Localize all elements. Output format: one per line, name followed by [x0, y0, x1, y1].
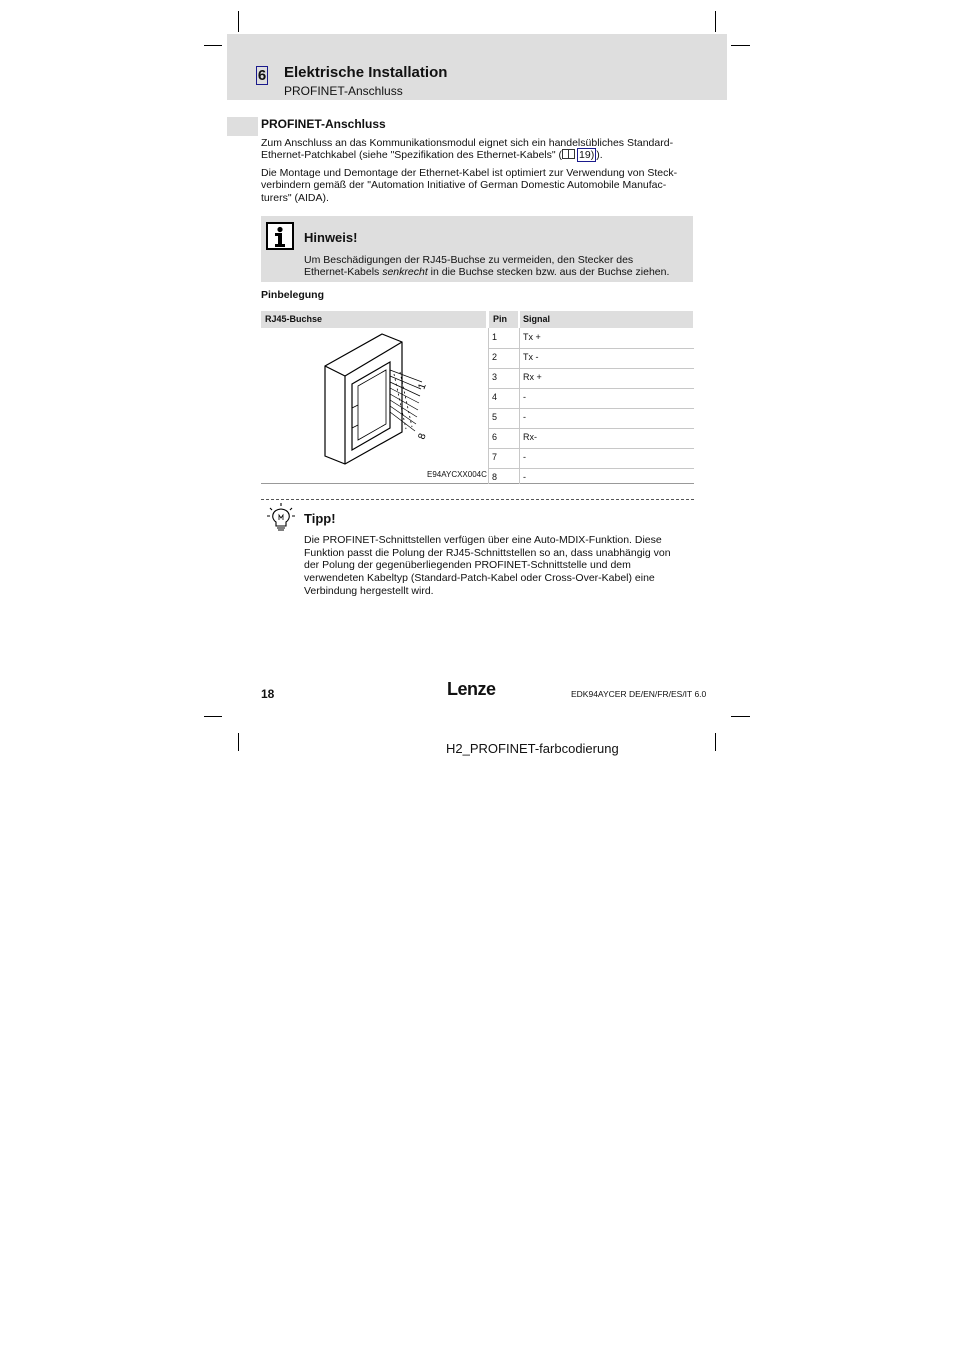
- table-column-divider: [488, 328, 489, 484]
- chapter-title: Elektrische Installation: [284, 64, 448, 81]
- pin-label-last: 8: [416, 432, 429, 442]
- row-divider: [488, 428, 694, 429]
- intro-paragraph: [261, 137, 695, 162]
- pin-signal: -: [523, 472, 526, 482]
- crop-mark: [204, 45, 222, 46]
- row-divider: [488, 468, 694, 469]
- footer-label: H2_PROFINET-farbcodierung: [446, 741, 619, 756]
- crop-mark: [715, 11, 716, 32]
- tip-separator: [261, 499, 694, 501]
- intro-line: [261, 149, 695, 161]
- crop-mark: [731, 716, 750, 717]
- note-line: [304, 266, 689, 278]
- pin-signal: Rx-: [523, 432, 537, 442]
- figure-code: E94AYCXX004C: [427, 470, 487, 479]
- pin-signal: Tx -: [523, 352, 539, 362]
- crop-mark: [238, 11, 239, 32]
- pin-number: 1: [492, 332, 498, 342]
- intro-text: Ethernet-Patchkabel (siehe "Spezifikation des Ethernet-Kabels" (: [261, 149, 563, 162]
- page-number: 18: [261, 687, 275, 701]
- note-text-part: in die Buchse stecken bzw. aus der Buchse ziehen.: [427, 266, 670, 279]
- mounting-line: turers" (AIDA).: [261, 191, 329, 204]
- page-reference-link[interactable]: 19): [579, 149, 595, 162]
- note-text-part: Ethernet-Kabels: [304, 266, 383, 279]
- note-title: Hinweis!: [304, 230, 358, 245]
- crop-mark: [715, 733, 716, 751]
- table-header-signal-label: Signal: [523, 314, 551, 324]
- table-header-pin: [489, 311, 518, 328]
- info-icon: [266, 222, 294, 250]
- pin-signal: Tx +: [523, 332, 541, 342]
- chapter-subtitle: PROFINET-Anschluss: [284, 84, 403, 98]
- row-divider: [488, 388, 694, 389]
- pin-signal: -: [523, 412, 526, 422]
- crop-mark: [204, 716, 222, 717]
- row-divider: [488, 448, 694, 449]
- tip-title: Tipp!: [304, 511, 336, 526]
- table-header-pin-label: Pin: [493, 314, 508, 324]
- pin-label-first: 1: [416, 382, 429, 392]
- intro-text-end: ).: [596, 149, 603, 162]
- note-emphasis: senkrecht: [382, 266, 428, 279]
- chapter-number-link[interactable]: 6: [257, 67, 267, 84]
- crop-mark: [238, 733, 239, 751]
- row-divider: [488, 408, 694, 409]
- book-icon: [562, 149, 575, 159]
- table-header-socket-label: RJ45-Buchse: [265, 314, 323, 324]
- rj45-socket-drawing: [318, 332, 438, 468]
- tip-line: der Polung der gegenüberliegenden PROFINET-Schnittstelle und dem: [304, 559, 631, 572]
- pinout-heading: Pinbelegung: [261, 289, 324, 301]
- note-text: [304, 254, 689, 279]
- document-reference: EDK94AYCER DE/EN/FR/ES/IT 6.0: [571, 689, 707, 699]
- tip-line: Verbindung hergestellt wird.: [304, 584, 434, 597]
- lightbulb-icon: [266, 502, 296, 532]
- pin-dimension-lines: [394, 372, 412, 429]
- mounting-line: Die Montage und Demontage der Ethernet-Kabel ist optimiert zur Verwendung von Steck-: [261, 167, 678, 179]
- tip-line: Funktion passt die Polung der RJ45-Schnittstellen so an, dass unabhängig von: [304, 546, 671, 559]
- pin-number: 7: [492, 452, 498, 462]
- section-marker: [227, 117, 258, 136]
- table-header-socket: [261, 311, 486, 328]
- pin-number: 4: [492, 392, 498, 402]
- table-bottom-border: [261, 483, 694, 484]
- tip-line: verwendeten Kabeltyp (Standard-Patch-Kabel oder Cross-Over-Kabel) eine: [304, 572, 655, 585]
- section-heading: PROFINET-Anschluss: [261, 117, 386, 131]
- mounting-paragraph: [261, 167, 695, 204]
- pin-signal: -: [523, 452, 526, 462]
- pin-number: 2: [492, 352, 498, 362]
- tip-line: Die PROFINET-Schnittstellen verfügen über eine Auto-MDIX-Funktion. Diese: [304, 534, 662, 546]
- mounting-line: verbindern gemäß der "Automation Initiative of German Domestic Automobile Manufac-: [261, 179, 667, 192]
- intro-line: Zum Anschluss an das Kommunikationsmodul eignet sich ein handelsübliches Standard-: [261, 137, 674, 149]
- pin-signal: -: [523, 392, 526, 402]
- pin-number: 6: [492, 432, 498, 442]
- crop-mark: [731, 45, 750, 46]
- pin-number: 8: [492, 472, 498, 482]
- pin-number: 5: [492, 412, 498, 422]
- pin-number: 3: [492, 372, 498, 382]
- lenze-logo: Lenze: [447, 679, 496, 699]
- pin-signal: Rx +: [523, 372, 542, 382]
- table-column-divider: [519, 328, 520, 484]
- note-line: Um Beschädigungen der RJ45-Buchse zu vermeiden, den Stecker des: [304, 254, 634, 266]
- row-divider: [488, 368, 694, 369]
- tip-text: [304, 534, 694, 598]
- row-divider: [488, 348, 694, 349]
- table-header-signal: [520, 311, 693, 328]
